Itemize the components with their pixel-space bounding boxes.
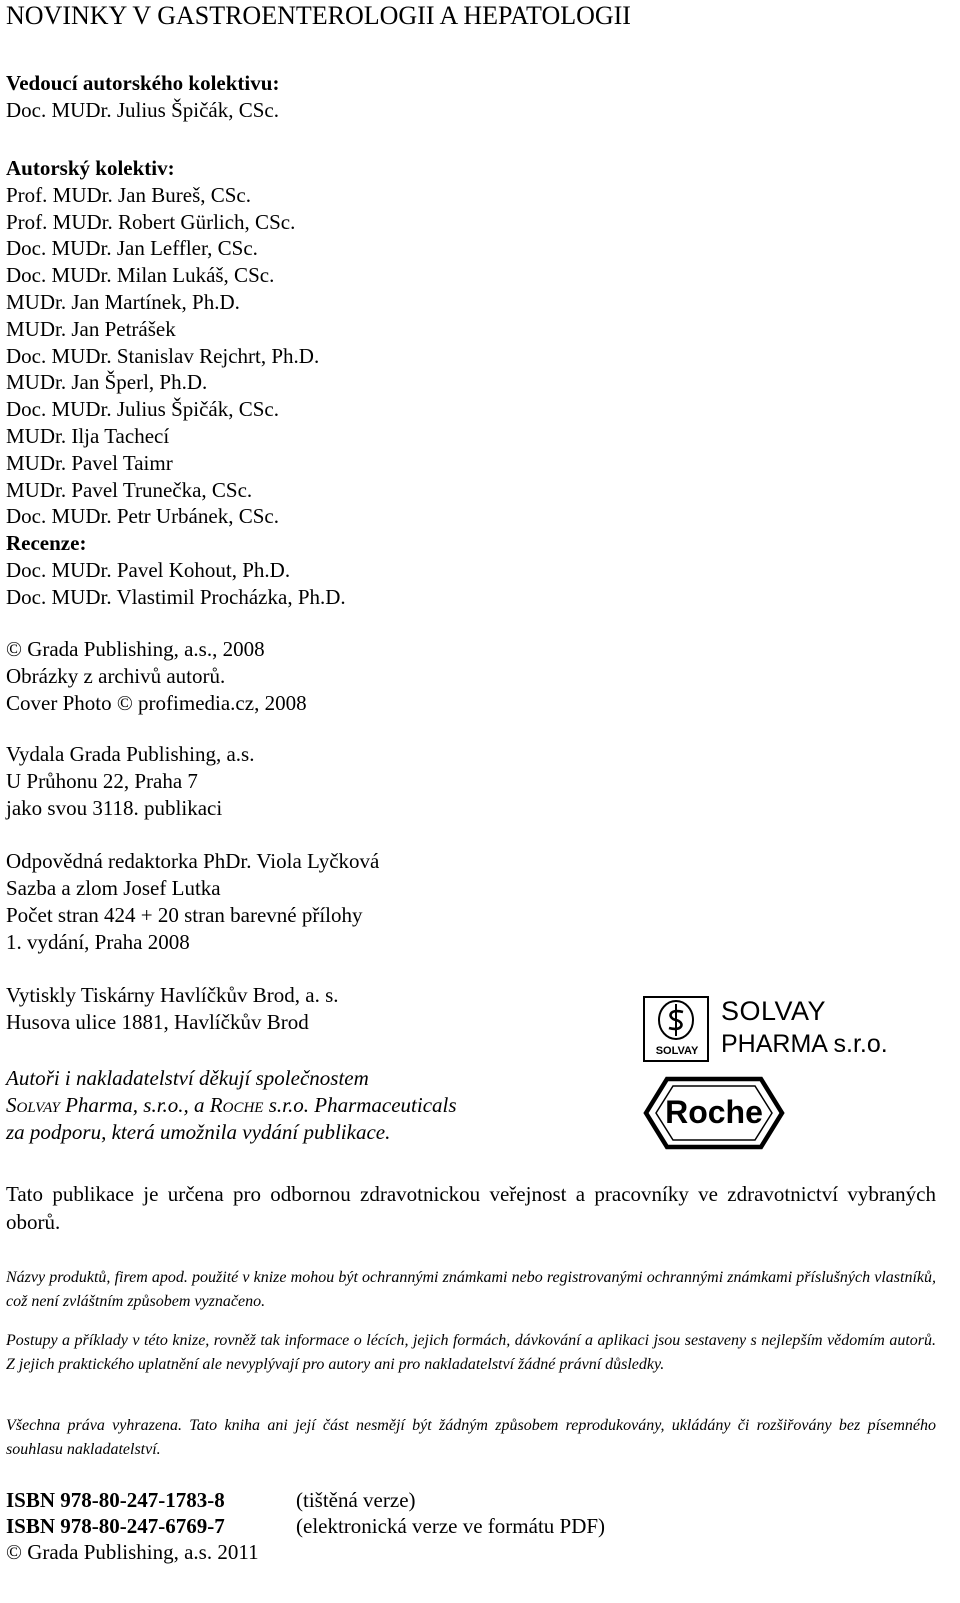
thanks-line-2 (6, 1092, 457, 1119)
author-name: Prof. MUDr. Jan Bureš, CSc. (6, 182, 251, 207)
lead-author-block (6, 70, 279, 124)
roche-name: Roche (209, 1093, 264, 1117)
printer-block (6, 982, 339, 1036)
production-line: Sazba a zlom Josef Lutka (6, 876, 221, 900)
isbn-pdf-note: (elektronická verze ve formátu PDF) (296, 1514, 606, 1538)
final-copyright: © Grada Publishing, a.s. 2011 (6, 1540, 259, 1564)
author-name: MUDr. Pavel Taimr (6, 450, 173, 475)
production-block (6, 848, 379, 956)
solvay-wordmark: SOLVAY (721, 996, 827, 1026)
copyright-line: Cover Photo © profimedia.cz, 2008 (6, 691, 307, 715)
thanks-text: Pharma, s.r.o., a (59, 1093, 210, 1117)
disclaimer-notice: Postupy a příklady v této knize, rovněž tak informace o lécích, jejich formách, dávkování a aplikaci jsou sestaveny s nejlepším vědomím autorů. Z jejich praktického uplatnění ale nevyplývají pro autory ani pro nakladatelství žádné právní důsledky. (6, 1332, 936, 1373)
thanks-line-3: za podporu, která umožnila vydání publikace. (6, 1120, 391, 1144)
solvay-name: Solvay (6, 1093, 60, 1117)
isbn-print: ISBN 978-80-247-1783-8 (6, 1488, 225, 1512)
trademark-notice: Názvy produktů, firem apod. použité v knize mohou být ochrannými známkami nebo registrovanými ochrannými známkami příslušných vlastníků, což není zvláštním způsobem vyznačeno. (6, 1269, 936, 1310)
production-line: Odpovědná redaktorka PhDr. Viola Lyčková (6, 849, 380, 873)
book-title: NOVINKY V GASTROENTEROLOGII A HEPATOLOGII (6, 1, 631, 30)
author-name: Prof. MUDr. Robert Gürlich, CSc. (6, 209, 296, 234)
author-name: Doc. MUDr. Jan Leffler, CSc. (6, 236, 258, 261)
roche-logo (643, 1075, 785, 1151)
solvay-logo (643, 996, 913, 1066)
isbn-pdf-row (6, 1513, 605, 1539)
thanks-line-1: Autoři i nakladatelství děkují společnostem (6, 1066, 369, 1090)
author-name: MUDr. Jan Martínek, Ph.D. (6, 289, 240, 314)
author-name: Doc. MUDr. Petr Urbánek, CSc. (6, 504, 279, 529)
reviewers-label: Recenze: (6, 531, 87, 556)
reviewer-name: Doc. MUDr. Vlastimil Procházka, Ph.D. (6, 584, 346, 609)
production-line: Počet stran 424 + 20 stran barevné přílohy (6, 903, 363, 927)
isbn-pdf: ISBN 978-80-247-6769-7 (6, 1514, 225, 1538)
author-name: MUDr. Ilja Tachecí (6, 423, 170, 448)
authors-label: Autorský kolektiv: (6, 156, 175, 180)
lead-author-label: Vedoucí autorského kolektivu: (6, 71, 280, 95)
copyright-line: Obrázky z archivů autorů. (6, 664, 226, 688)
publisher-line: U Průhonu 22, Praha 7 (6, 769, 198, 793)
lead-author-name: Doc. MUDr. Julius Špičák, CSc. (6, 98, 279, 122)
solvay-small-label: SOLVAY (655, 1045, 699, 1057)
author-name: Doc. MUDr. Milan Lukáš, CSc. (6, 263, 275, 288)
printer-line: Husova ulice 1881, Havlíčkův Brod (6, 1010, 309, 1034)
author-name: MUDr. Jan Petrášek (6, 316, 176, 341)
author-name: Doc. MUDr. Stanislav Rejchrt, Ph.D. (6, 343, 320, 368)
author-name: Doc. MUDr. Julius Špičák, CSc. (6, 397, 279, 422)
publisher-line: Vydala Grada Publishing, a.s. (6, 742, 255, 766)
thanks-block (6, 1065, 457, 1146)
reviewer-name: Doc. MUDr. Pavel Kohout, Ph.D. (6, 557, 291, 582)
roche-wordmark: Roche (665, 1094, 763, 1130)
production-line: 1. vydání, Praha 2008 (6, 930, 190, 954)
publisher-block (6, 741, 254, 822)
thanks-text: s.r.o. Pharmaceuticals (263, 1093, 457, 1117)
isbn-print-note: (tištěná verze) (296, 1488, 416, 1512)
author-name: MUDr. Jan Šperl, Ph.D. (6, 370, 208, 395)
author-name: MUDr. Pavel Trunečka, CSc. (6, 477, 253, 502)
copyright-line: © Grada Publishing, a.s., 2008 (6, 637, 265, 661)
authors-block (6, 155, 346, 611)
isbn-print-row (6, 1487, 416, 1513)
printer-line: Vytiskly Tiskárny Havlíčkův Brod, a. s. (6, 983, 339, 1007)
publisher-line: jako svou 3118. publikaci (6, 796, 223, 820)
copyright-block (6, 636, 307, 717)
audience-statement: Tato publikace je určena pro odbornou zdravotnickou veřejnost a pracovníky ve zdravotnictví vybraných oborů. (6, 1182, 936, 1234)
solvay-pharma-wordmark: PHARMA s.r.o. (721, 1030, 888, 1058)
rights-notice: Všechna práva vyhrazena. Tato kniha ani její část nesmějí být žádným způsobem reprodukovány, ukládány či rozšiřovány bez písemného souhlasu nakladatelství. (6, 1417, 936, 1458)
